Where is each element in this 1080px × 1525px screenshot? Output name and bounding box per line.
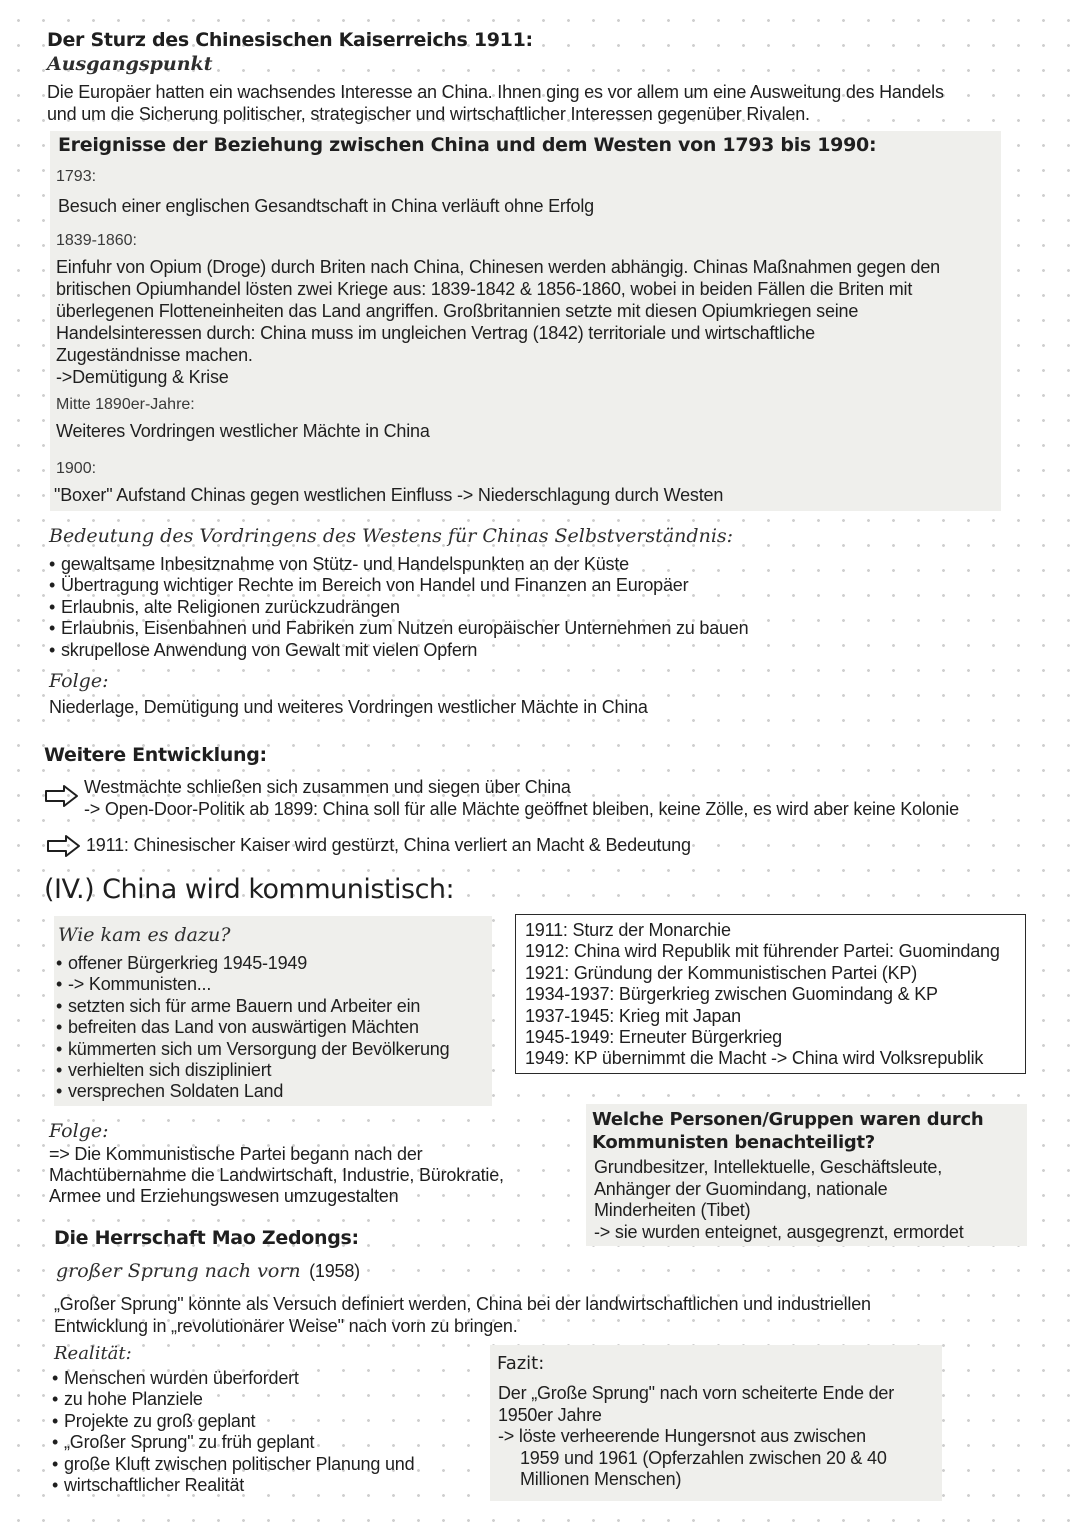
- event-date: Mitte 1890er-Jahre:: [56, 396, 195, 413]
- fazit-text: [498, 1383, 894, 1491]
- list-item: • skrupellose Anwendung von Gewalt mit vielen Opfern: [49, 640, 748, 661]
- event-text: ->Demütigung & Krise: [56, 367, 229, 387]
- list-item-sub: [56, 974, 449, 995]
- event-text: Einfuhr von Opium (Droge) durch Briten nach China, Chinesen werden abhängig. Chinas Maßnahmen gegen den: [56, 257, 940, 277]
- why-heading: Wie kam es dazu?: [58, 924, 231, 946]
- event-date: 1793:: [56, 168, 97, 185]
- arrow-right-icon: [46, 834, 82, 858]
- leap-line: Entwicklung in „revolutionärer Weise" nach vorn zu bringen.: [54, 1315, 518, 1336]
- arrow-right-icon: [44, 784, 80, 808]
- list-item: • setzten sich für arme Bauern und Arbeiter ein: [56, 996, 449, 1017]
- timeline-item: 1911: Sturz der Monarchie: [525, 920, 731, 940]
- consequence-line: => Die Kommunistische Partei begann nach der: [49, 1144, 423, 1164]
- fazit-line: Millionen Menschen): [520, 1469, 682, 1489]
- timeline-item: 1937-1945: Krieg mit Japan: [525, 1005, 741, 1026]
- disadvantaged-line: -> sie wurden enteignet, ausgegrenzt, ermordet: [594, 1221, 964, 1242]
- reality-heading: Realität:: [54, 1343, 132, 1364]
- timeline-item: 1945-1949: Erneuter Bürgerkrieg: [525, 1027, 782, 1048]
- list-item: • verhielten sich diszipliniert: [56, 1060, 449, 1081]
- consequence-label: Folge:: [49, 670, 109, 692]
- intro-line: Die Europäer hatten ein wachsendes Interesse an China. Ihnen ging es vor allem um eine Ausweitung des Handels: [47, 82, 944, 102]
- event-text: "Boxer" Aufstand Chinas gegen westlichen Einfluss -> Niederschlagung durch Westen: [54, 485, 724, 505]
- timeline-item: 1934-1937: Bürgerkrieg zwischen Guomindang & KP: [525, 984, 938, 1005]
- list-item: • kümmerten sich um Versorgung der Bevölkerung: [56, 1039, 449, 1060]
- consequence-line: Machtübernahme die Landwirtschaft, Industrie, Bürokratie,: [49, 1165, 504, 1185]
- event-text: Weiteres Vordringen westlicher Mächte in China: [56, 421, 430, 441]
- significance-list: [49, 554, 748, 661]
- event-text: Zugeständnisse machen.: [56, 345, 253, 365]
- timeline-item: 1949: KP übernimmt die Macht -> China wird Volksrepublik: [525, 1048, 984, 1069]
- event-text-block: [56, 256, 940, 388]
- development-line: -> Open-Door-Politik ab 1899: China soll für alle Mächte geöffnet bleiben, keine Zölle, es wird aber keine Kolonie: [84, 799, 959, 819]
- consequence-text: Niederlage, Demütigung und weiteres Vordringen westlicher Mächte in China: [49, 697, 648, 717]
- list-item: • große Kluft zwischen politischer Planung und: [52, 1454, 414, 1475]
- event-text: Handelsinteressen durch: China muss im ungleichen Vertrag (1842) territoriale und wirtschaftliche: [56, 323, 815, 343]
- list-item: • versprechen Soldaten Land: [56, 1081, 449, 1102]
- consequence-label: Folge:: [49, 1120, 109, 1142]
- event-date: 1900:: [56, 460, 97, 477]
- fazit-heading: Fazit:: [497, 1353, 545, 1374]
- list-item-text: wirtschaftlicher Realität: [64, 1475, 245, 1496]
- events-heading: Ereignisse der Beziehung zwischen China und dem Westen von 1793 bis 1990:: [58, 134, 877, 156]
- mao-heading: Die Herrschaft Mao Zedongs:: [54, 1227, 359, 1249]
- disadvantaged-line: Anhänger der Guomindang, nationale: [594, 1178, 888, 1199]
- event-text: Besuch einer englischen Gesandtschaft in China verläuft ohne Erfolg: [58, 196, 594, 216]
- intro-line: und um die Sicherung politischer, strategischer und wirtschaftlicher Interessen gegenüber Rivalen.: [47, 104, 810, 124]
- fazit-line: -> löste verheerende Hungersnot aus zwischen: [498, 1426, 866, 1446]
- why-list: [56, 953, 449, 1103]
- page-title: Der Sturz des Chinesischen Kaiserreichs 1911:: [47, 29, 533, 51]
- list-item-cont: [52, 1475, 414, 1496]
- fazit-line: Der „Große Sprung" nach vorn scheiterte Ende der: [498, 1383, 894, 1403]
- section-heading: (IV.) China wird kommunistisch:: [44, 874, 455, 905]
- list-item: • Erlaubnis, Eisenbahnen und Fabriken zum Nutzen europäischer Unternehmen zu bauen: [49, 618, 748, 639]
- timeline-item: 1912: China wird Republik mit führender Partei: Guomindang: [525, 941, 1000, 962]
- intro-text: [47, 81, 944, 125]
- disadvantaged-text: [594, 1157, 964, 1243]
- list-item: • Übertragung wichtiger Rechte im Bereich von Handel und Finanzen an Europäer: [49, 575, 748, 596]
- list-item: • gewaltsame Inbesitznahme von Stütz- und Handelspunkten an der Küste: [49, 554, 748, 575]
- fazit-line: 1950er Jahre: [498, 1404, 602, 1425]
- disadvantaged-heading: [592, 1108, 983, 1154]
- disadvantaged-heading-line: Kommunisten benachteiligt?: [592, 1132, 875, 1153]
- list-item: • „Großer Sprung" zu früh geplant: [52, 1432, 414, 1453]
- reality-list: [52, 1368, 414, 1496]
- leap-line: „Großer Sprung" könnte als Versuch definiert werden, China bei der landwirtschaftlichen und industriellen: [54, 1294, 871, 1314]
- list-item: • Menschen wurden überfordert: [52, 1368, 414, 1389]
- consequence-line: Armee und Erziehungswesen umzugestalten: [49, 1186, 399, 1206]
- disadvantaged-heading-line: Welche Personen/Gruppen waren durch: [592, 1109, 984, 1130]
- intro-heading: Ausgangspunkt: [47, 53, 213, 75]
- leap-year: (1958): [309, 1261, 360, 1281]
- list-item: • Projekte zu groß geplant: [52, 1411, 414, 1432]
- timeline-item: 1921: Gründung der Kommunistischen Partei (KP): [525, 962, 918, 983]
- disadvantaged-line: Grundbesitzer, Intellektuelle, Geschäftsleute,: [594, 1157, 942, 1177]
- development-item: 1911: Chinesischer Kaiser wird gestürzt, China verliert an Macht & Bedeutung: [86, 835, 691, 855]
- event-text: überlegenen Flotteneinheiten das Land angriffen. Großbritannien setzte mit diesen Opiumkriegen seine: [56, 301, 859, 321]
- development-line: Westmächte schließen sich zusammen und siegen über China: [84, 777, 571, 797]
- development-heading: Weitere Entwicklung:: [44, 744, 267, 766]
- list-item: • offener Bürgerkrieg 1945-1949: [56, 953, 449, 974]
- list-item: • Erlaubnis, alte Religionen zurückzudrängen: [49, 597, 748, 618]
- list-item-text: -> Kommunisten...: [68, 974, 212, 995]
- development-item: [84, 776, 959, 820]
- consequence-text: [49, 1144, 504, 1207]
- significance-heading: Bedeutung des Vordringens des Westens für Chinas Selbstverständnis:: [49, 525, 734, 547]
- leap-heading-row: [56, 1260, 360, 1282]
- leap-heading: großer Sprung nach vorn: [56, 1260, 301, 1282]
- event-date: 1839-1860:: [56, 232, 137, 249]
- event-text: britischen Opiumhandel lösten zwei Kriege aus: 1839-1842 & 1856-1860, wobei in beiden Fällen die Briten mit: [56, 279, 913, 299]
- list-item: • befreiten das Land von auswärtigen Mächten: [56, 1017, 449, 1038]
- fazit-line: 1959 und 1961 (Opferzahlen zwischen 20 & 40: [520, 1447, 887, 1468]
- leap-text: [54, 1294, 871, 1337]
- list-item: • zu hohe Planziele: [52, 1389, 414, 1410]
- timeline-list: [525, 920, 1000, 1070]
- disadvantaged-line: Minderheiten (Tibet): [594, 1200, 751, 1220]
